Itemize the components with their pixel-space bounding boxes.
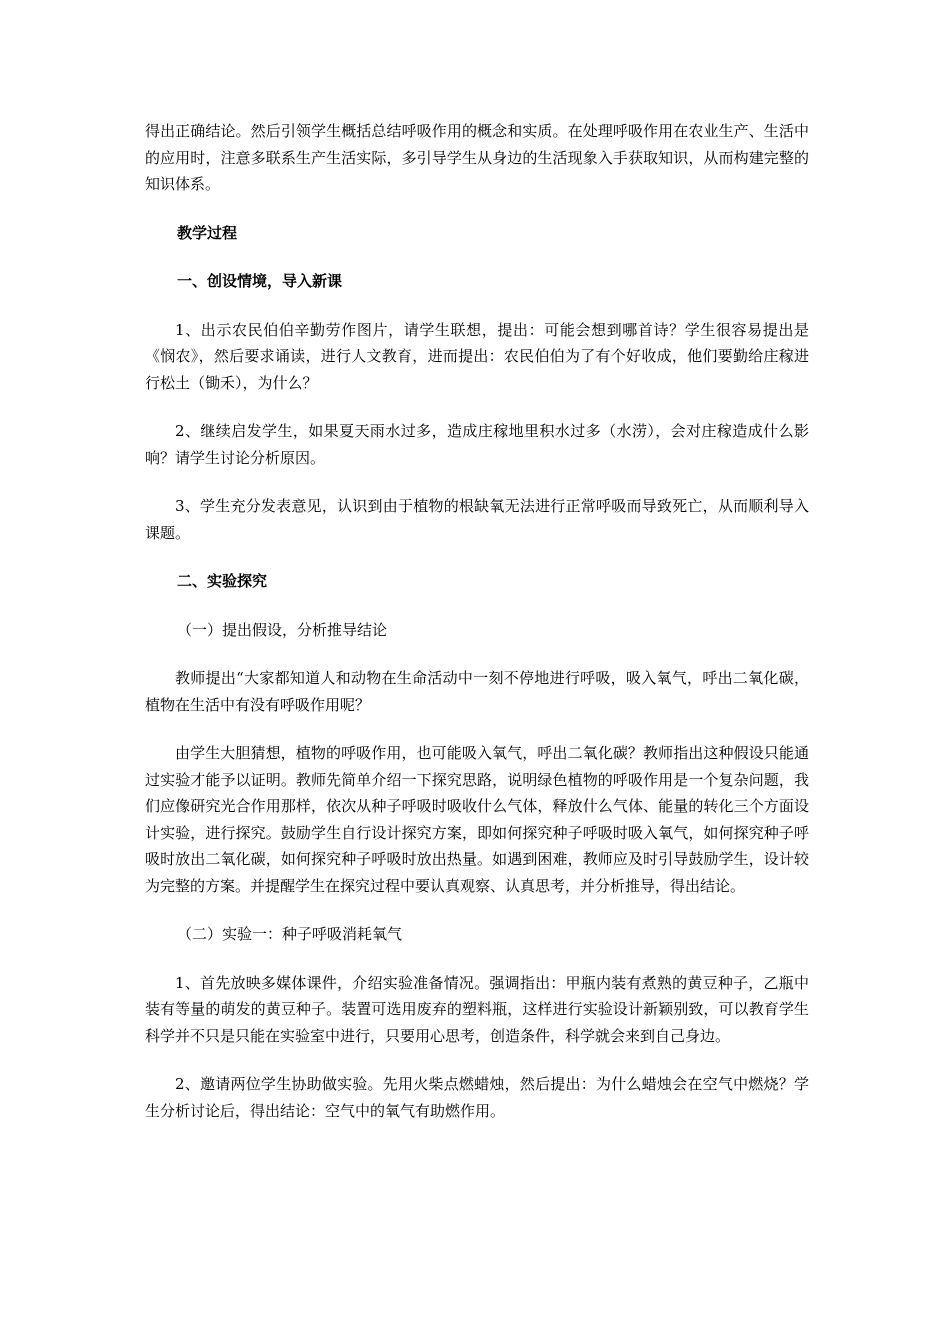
part1-heading: 一、创设情境，导入新课 bbox=[177, 272, 343, 290]
part2-sub2-heading: （二）实验一：种子呼吸消耗氧气 bbox=[177, 925, 403, 943]
part1-item-3: 3、学生充分发表意见，认识到由于植物的根缺氧无法进行正常呼吸而导致死亡，从而顺利导入课题。 bbox=[145, 497, 809, 542]
part1-item-1: 1、出示农民伯伯辛勤劳作图片，请学生联想，提出：可能会想到哪首诗？学生很容易提出是《悯农》，然后要求诵读，进行人文教育，进而提出：农民伯伯为了有个好收成，他们要勤给庄稼进行松土（锄禾），为什么？ bbox=[145, 320, 809, 392]
intro-paragraph: 得出正确结论。然后引领学生概括总结呼吸作用的概念和实质。在处理呼吸作用在农业生产、生活中的应用时，注意多联系生产生活实际，多引导学生从身边的生活现象入手获取知识，从而构建完整的知识体系。 bbox=[145, 122, 809, 193]
document-page bbox=[145, 118, 809, 1124]
part2-heading: 二、实验探究 bbox=[177, 572, 268, 590]
part2-sub1-para-2: 由学生大胆猜想，植物的呼吸作用，也可能吸入氧气，呼出二氧化碳？教师指出这种假设只能通过实验才能予以证明。教师先简单介绍一下探究思路，说明绿色植物的呼吸作用是一个复杂问题，我们应像研究光合作用那样，依次从种子呼吸时吸收什么气体，释放什么气体、能量的转化三个方面设计实验，进行探究。鼓励学生自行设计探究方案，即如何探究种子呼吸时吸入氧气，如何探究种子呼吸时放出二氧化碳，如何探究种子呼吸时放出热量。如遇到困难，教师应及时引导鼓励学生，设计较为完整的方案。并提醒学生在探究过程中要认真观察、认真思考，并分析推导，得出结论。 bbox=[145, 744, 809, 895]
section-title: 教学过程 bbox=[177, 223, 238, 242]
part2-sub1-heading: （一）提出假设，分析推导结论 bbox=[177, 620, 388, 639]
part2-sub2-para-1: 1、首先放映多媒体课件，介绍实验准备情况。强调指出：甲瓶内装有煮熟的黄豆种子，乙瓶中装有等量的萌发的黄豆种子。装置可选用废弃的塑料瓶，这样进行实验设计新颖别致，可以教育学生科学并不只是只能在实验室中进行，只要用心思考，创造条件，科学就会来到自己身边。 bbox=[145, 973, 809, 1045]
part2-sub2-para-2: 2、邀请两位学生协助做实验。先用火柴点燃蜡烛，然后提出：为什么蜡烛会在空气中燃烧？学生分析讨论后，得出结论：空气中的氧气有助燃作用。 bbox=[145, 1075, 809, 1120]
part2-sub1-para-1: 教师提出“大家都知道人和动物在生命活动中一刻不停地进行呼吸，吸入氧气，呼出二氧化碳，植物在生活中有没有呼吸作用呢？ bbox=[145, 669, 809, 714]
part1-item-2: 2、继续启发学生，如果夏天雨水过多，造成庄稼地里积水过多（水涝），会对庄稼造成什么影响？请学生讨论分析原因。 bbox=[145, 422, 809, 467]
